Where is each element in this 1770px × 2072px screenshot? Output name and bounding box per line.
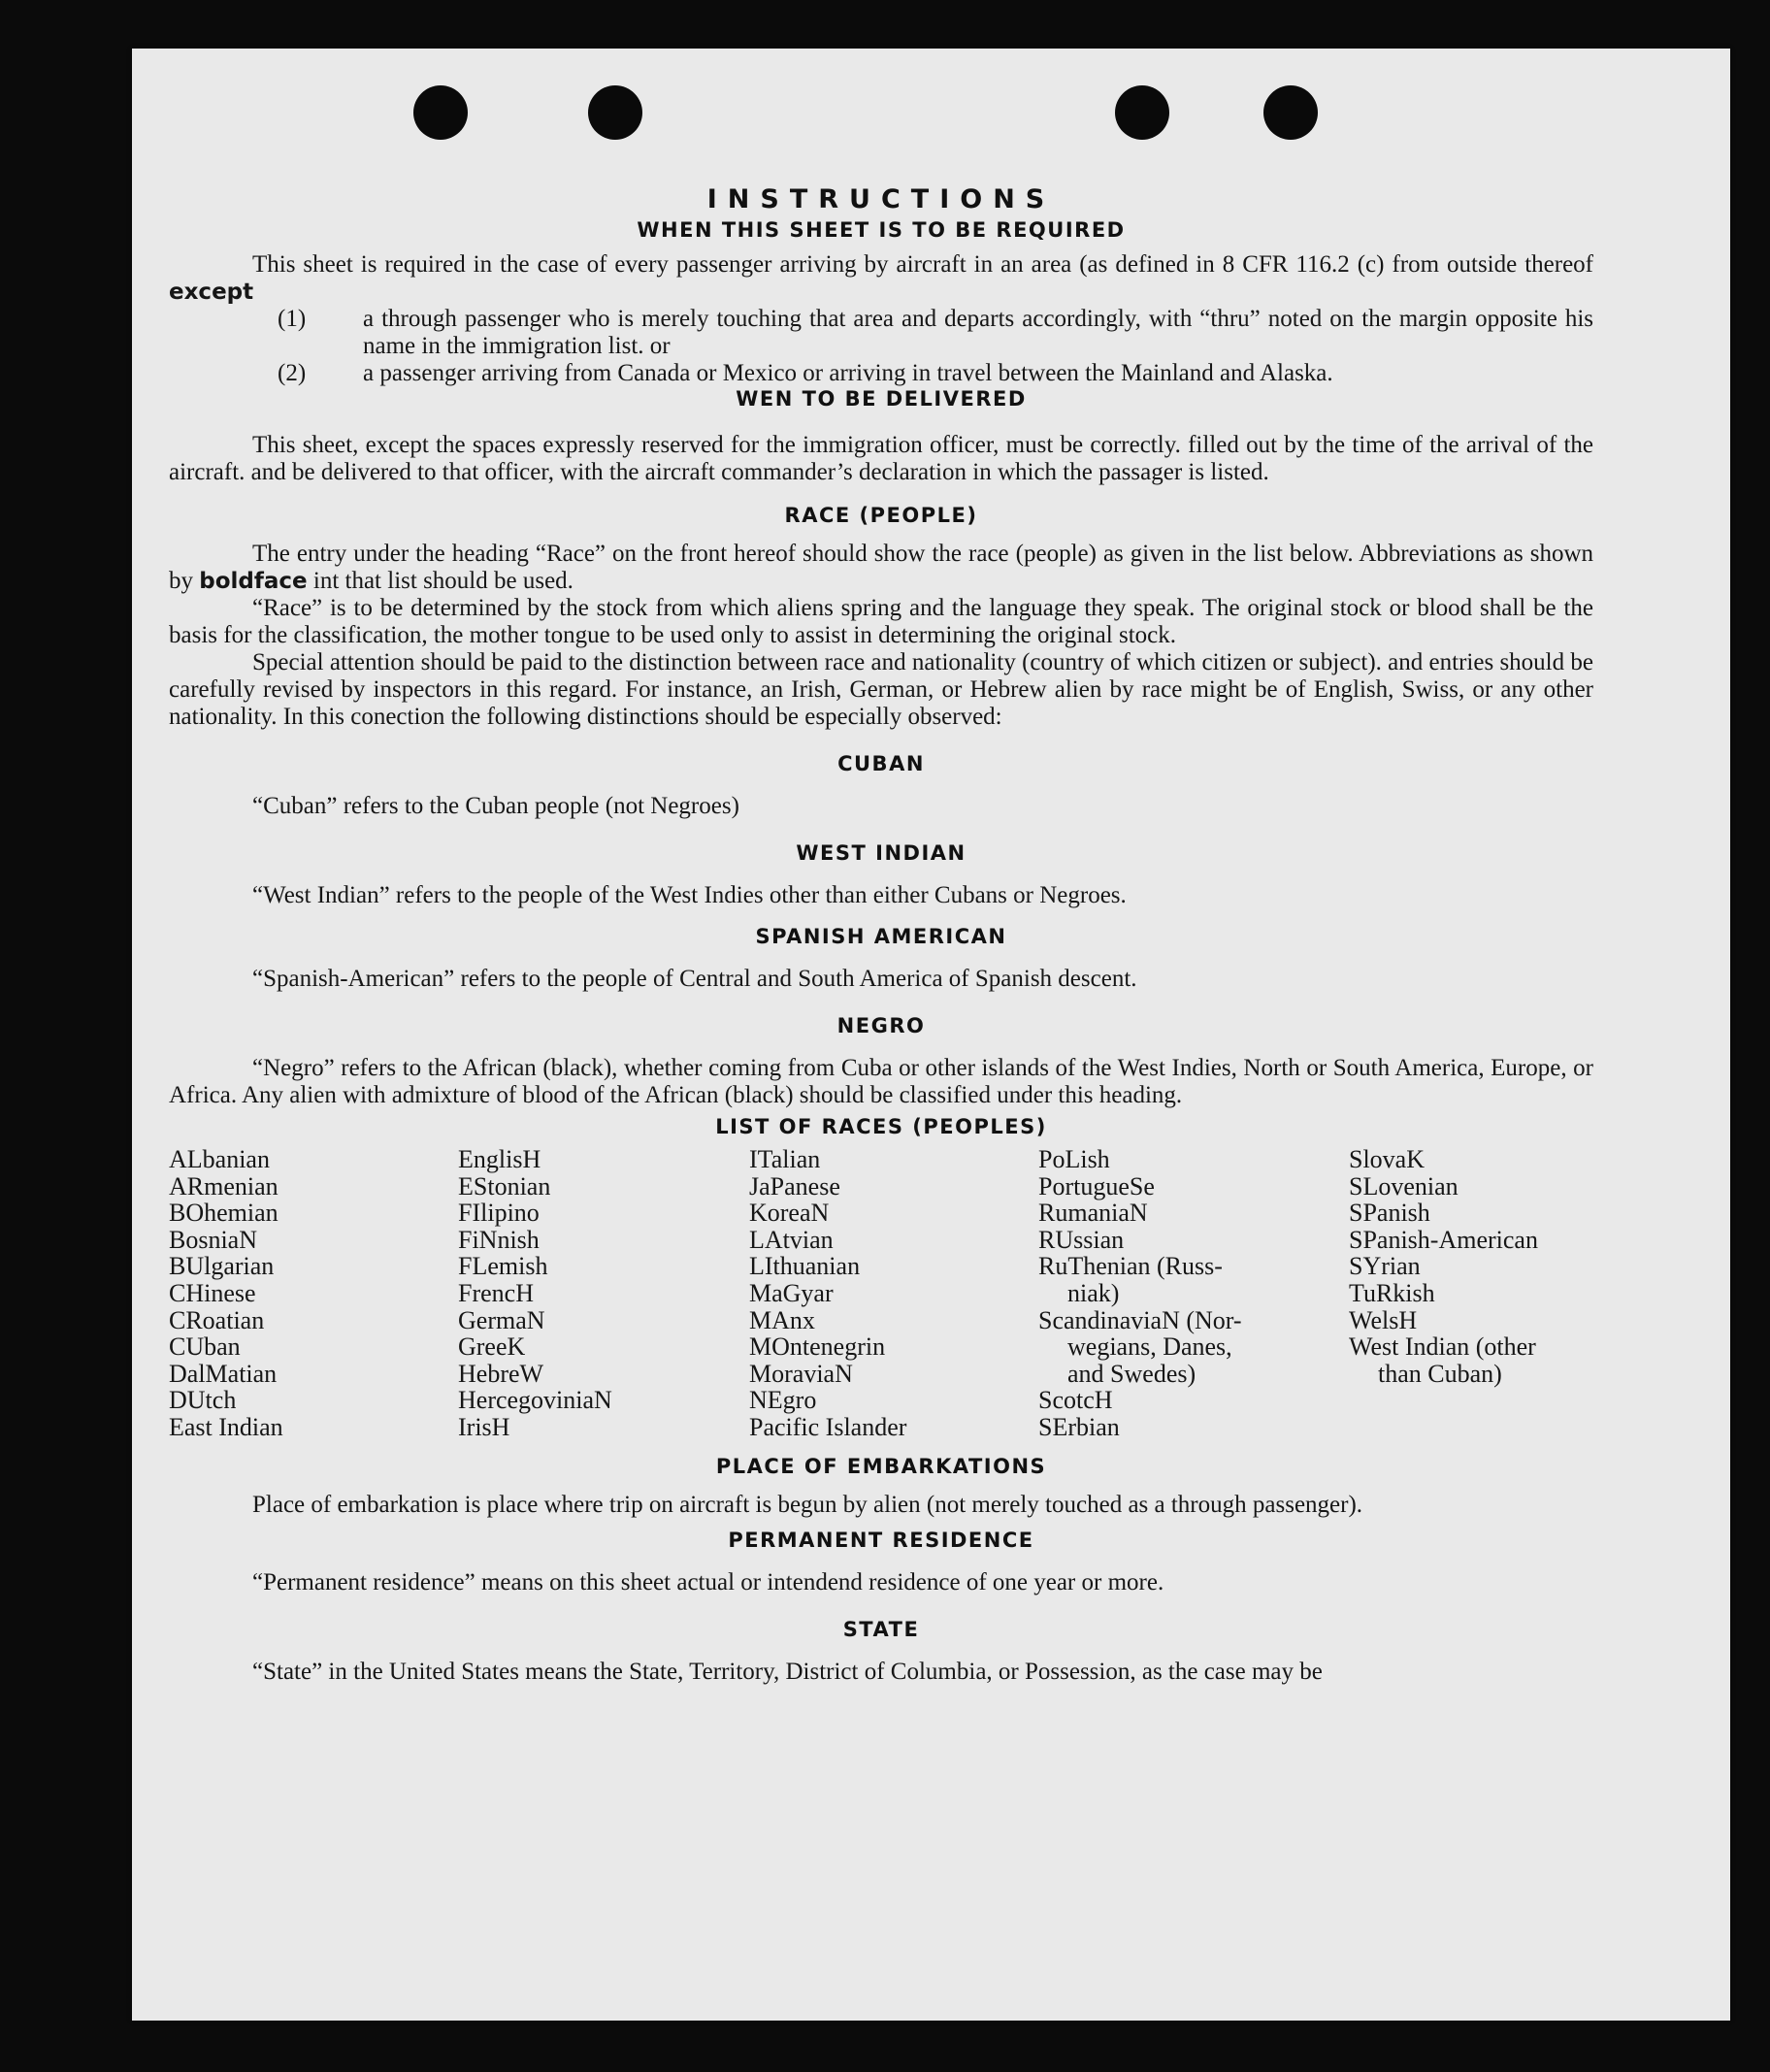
- race-entry: HebreW: [458, 1359, 544, 1388]
- heading-west-indian: WEST INDIAN: [796, 841, 967, 865]
- race-entry: SLovenian: [1349, 1171, 1459, 1200]
- race-entry: RuThenian (Russ-: [1038, 1252, 1223, 1281]
- race-entry: FIlipino: [458, 1199, 540, 1228]
- cuban-text: “Cuban” refers to the Cuban people (not Negroes): [252, 793, 739, 819]
- race-entry: WelsH: [1349, 1305, 1418, 1334]
- race-paragraph-1: The entry under the heading “Race” on the front hereof should show the race (people) as given in the list below. Abbreviations as shown by boldface int that list should be used.: [169, 541, 1593, 594]
- race-entry: ALbanian: [169, 1145, 270, 1173]
- punch-hole: [1115, 85, 1169, 140]
- race-entry: DUtch: [169, 1386, 237, 1415]
- race-entry: RUssian: [1038, 1225, 1125, 1254]
- boldface-emphasis: boldface: [199, 569, 308, 594]
- races-column-3: [749, 1146, 1038, 1441]
- race-paragraph-3: Special attention should be paid to the distinction between race and nationality (country of which citizen or subject). and entries should be carefully revised by inspectors in this regard. For instance, an Irish, German, or Hebrew alien by race might be of English, Swiss, or any other nationality. In this conection the following distinctions should be especially observed:: [169, 649, 1593, 730]
- race-entry: RumaniaN: [1038, 1199, 1148, 1228]
- race-entry-continuation: wegians, Danes,: [1067, 1332, 1232, 1362]
- race-entry: PortugueSe: [1038, 1171, 1155, 1200]
- race-entry: East Indian: [169, 1412, 283, 1441]
- race-entry: JaPanese: [749, 1171, 840, 1200]
- instructions-body: [169, 184, 1593, 1686]
- race-entry: MAnx: [749, 1305, 815, 1334]
- race-entry: BosniaN: [169, 1225, 257, 1254]
- race-entry: MoraviaN: [749, 1359, 853, 1388]
- race-entry: CHinese: [169, 1278, 256, 1307]
- race-entry: NEgro: [749, 1386, 817, 1415]
- race-entry: FLemish: [458, 1252, 548, 1281]
- heading-when-delivered: WEN TO BE DELIVERED: [736, 387, 1027, 411]
- when-required-intro: This sheet is required in the case of every passenger arriving by aircraft in an area (as defined in 8 CFR 116.2 (c) from outside thereof except: [169, 251, 1593, 305]
- races-column-1: [169, 1146, 458, 1441]
- race-entry: IrisH: [458, 1412, 510, 1441]
- race-entry: EStonian: [458, 1171, 551, 1200]
- race-entry: SErbian: [1038, 1412, 1120, 1441]
- race-entry: GermaN: [458, 1305, 545, 1334]
- heading-race: RACE (PEOPLE): [784, 504, 978, 527]
- race-entry: SPanish: [1349, 1199, 1430, 1228]
- punch-hole: [588, 85, 642, 140]
- race-entry: LIthuanian: [749, 1252, 861, 1281]
- race-entry: KoreaN: [749, 1199, 830, 1228]
- race-entry: MaGyar: [749, 1278, 834, 1307]
- race-entry: FiNnish: [458, 1225, 540, 1254]
- race-entry-continuation: niak): [1067, 1278, 1120, 1307]
- punch-hole: [1263, 85, 1318, 140]
- page-title: INSTRUCTIONS: [706, 184, 1056, 214]
- race-entry: ScandinaviaN (Nor-: [1038, 1305, 1242, 1334]
- race-entry: EnglisH: [458, 1145, 541, 1173]
- document-page: [132, 49, 1730, 2021]
- race-entry: CUban: [169, 1332, 241, 1362]
- race-entry: HercegoviniaN: [458, 1386, 612, 1415]
- race-entry: ITalian: [749, 1145, 821, 1173]
- race-paragraph-2: “Race” is to be determined by the stock from which aliens spring and the language they speak. The original stock or blood shall be the basis for the classification, the mother tongue to be used only to assist in determining the original stock.: [169, 595, 1593, 648]
- races-column-4: [1038, 1146, 1349, 1441]
- west-indian-text: “West Indian” refers to the people of the West Indies other than either Cubans or Negroes.: [252, 882, 1127, 908]
- heading-cuban: CUBAN: [837, 752, 925, 775]
- race-entry: FrencH: [458, 1278, 534, 1307]
- race-entry: DalMatian: [169, 1359, 278, 1388]
- race-entry: SlovaK: [1349, 1145, 1425, 1173]
- embarkation-text: Place of embarkation is place where trip on aircraft is begun by alien (not merely touched as a through passenger).: [252, 1491, 1363, 1518]
- heading-negro: NEGRO: [836, 1014, 926, 1037]
- race-entry: MOntenegrin: [749, 1332, 886, 1362]
- race-entry: Pacific Islander: [749, 1412, 907, 1441]
- race-entry: PoLish: [1038, 1145, 1110, 1173]
- heading-state: STATE: [842, 1617, 920, 1641]
- race-entry: CRoatian: [169, 1305, 265, 1334]
- exception-item-2: (2) a passenger arriving from Canada or Mexico or arriving in travel between the Mainland and Alaska.: [278, 360, 1333, 386]
- race-entry: SPanish-American: [1349, 1225, 1538, 1254]
- when-delivered-text: This sheet, except the spaces expressly reserved for the immigration officer, must be correctly. filled out by the time of the arrival of the aircraft. and be delivered to that officer, with the aircraft commander’s declaration in which the passager is listed.: [169, 432, 1593, 485]
- exception-item-1: (1) a through passenger who is merely touching that area and departs accordingly, with “thru” noted on the margin opposite his name in the immigration list. or: [278, 306, 1593, 359]
- races-column-2: [458, 1146, 749, 1441]
- negro-text: “Negro” refers to the African (black), whether coming from Cuba or other islands of the West Indies, North or South America, Europe, or Africa. Any alien with admixture of blood of the African (black) should be classified under this heading.: [169, 1055, 1593, 1108]
- heading-embarkation: PLACE OF EMBARKATIONS: [715, 1454, 1047, 1478]
- race-entry-continuation: and Swedes): [1067, 1359, 1196, 1388]
- race-entry: SYrian: [1349, 1252, 1421, 1281]
- race-entry: BOhemian: [169, 1199, 279, 1228]
- race-entry: TuRkish: [1349, 1278, 1435, 1307]
- race-entry-continuation: than Cuban): [1378, 1359, 1502, 1388]
- race-entry: BUlgarian: [169, 1252, 275, 1281]
- heading-when-required: WHEN THIS SHEET IS TO BE REQUIRED: [637, 218, 1126, 242]
- race-entry: West Indian (other: [1349, 1332, 1536, 1362]
- heading-spanish-american: SPANISH AMERICAN: [755, 925, 1007, 948]
- heading-permanent-residence: PERMANENT RESIDENCE: [728, 1528, 1034, 1552]
- race-entry: LAtvian: [749, 1225, 834, 1254]
- races-column-5: [1349, 1146, 1591, 1441]
- races-table: [169, 1146, 1593, 1441]
- race-entry: ScotcH: [1038, 1386, 1113, 1415]
- spanish-american-text: “Spanish-American” refers to the people of Central and South America of Spanish descent.: [252, 966, 1137, 992]
- race-entry: GreeK: [458, 1332, 526, 1362]
- except-emphasis: except: [169, 280, 254, 305]
- punch-hole: [413, 85, 468, 140]
- heading-races-list: LIST OF RACES (PEOPLES): [715, 1115, 1047, 1138]
- race-entry: ARmenian: [169, 1171, 279, 1200]
- permanent-residence-text: “Permanent residence” means on this sheet actual or intendend residence of one year or more.: [252, 1568, 1164, 1595]
- state-text: “State” in the United States means the State, Territory, District of Columbia, or Possession, as the case may be: [252, 1658, 1323, 1685]
